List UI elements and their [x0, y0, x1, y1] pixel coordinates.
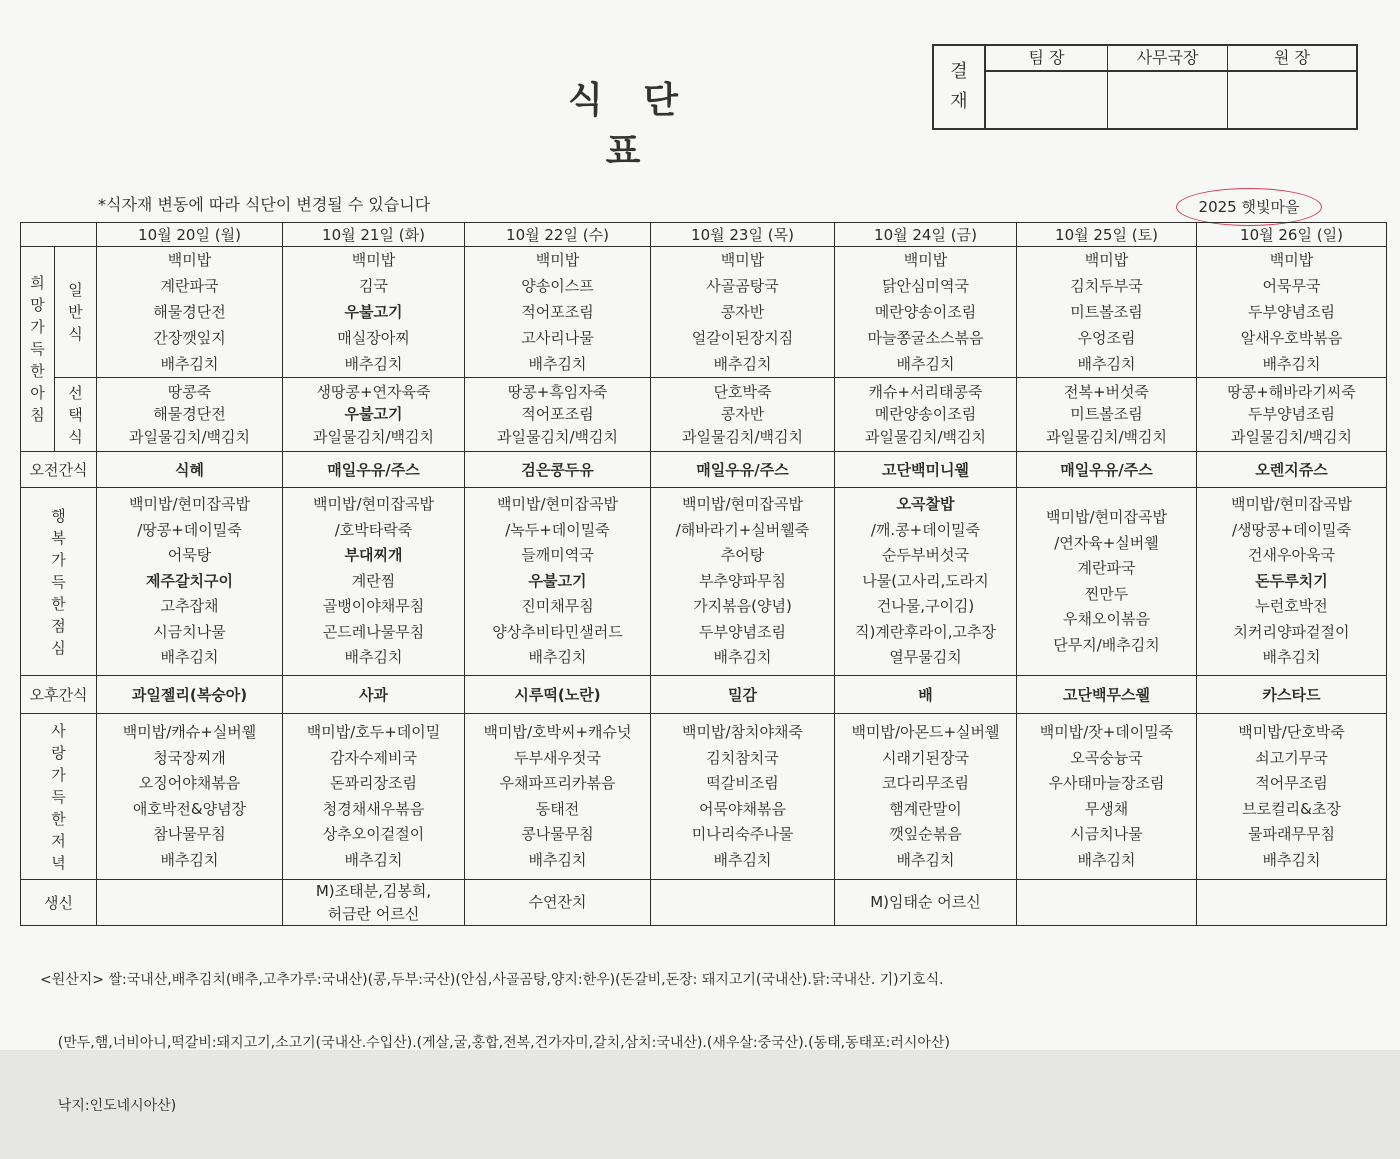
- row-label: [55, 378, 97, 452]
- menu-item: 김국: [359, 277, 388, 295]
- morning-snack-cell: 매일우유/주스: [1017, 452, 1197, 488]
- birthday-cell: [97, 880, 283, 926]
- dinner-cell: [835, 714, 1017, 880]
- approval-label: [934, 46, 986, 128]
- row-label-char: 득: [30, 340, 45, 358]
- birthday-cell: [835, 880, 1017, 926]
- menu-item: 참나물무침: [153, 825, 226, 843]
- menu-item: 콩자반: [720, 405, 765, 424]
- menu-item: 배추김치: [896, 850, 955, 869]
- menu-item: 돈꽈리장조림: [330, 774, 417, 792]
- menu-item: 시래기된장국: [882, 748, 969, 767]
- breakfast-choice-cell: [651, 378, 835, 452]
- approval-header: 원 장: [1228, 46, 1356, 72]
- menu-item: 들깨미역국: [521, 546, 594, 565]
- menu-item: 백미밥/현미잡곡밥: [1231, 495, 1352, 514]
- menu-item: 배추김치: [160, 850, 219, 869]
- menu-item: 건나물,구이김): [876, 597, 975, 616]
- menu-item: 단호박죽: [713, 382, 772, 401]
- menu-item: 단무지/배추김치: [1053, 635, 1160, 654]
- menu-item: 쇠고기무국: [1255, 748, 1328, 767]
- menu-item: 과일물김치/백김치: [682, 427, 803, 446]
- breakfast-regular-cell: [1017, 247, 1197, 378]
- menu-item: 청국장찌개: [153, 748, 226, 767]
- menu-item: 과일물김치/백김치: [1231, 427, 1352, 446]
- menu-item: 얼갈이된장지짐: [691, 329, 794, 347]
- menu-item: 해물경단전: [153, 303, 226, 321]
- menu-item: 동태전: [535, 799, 580, 818]
- menu-item: 우엉조림: [1077, 329, 1136, 347]
- row-label-char: 녁: [51, 853, 66, 872]
- day-header: 10월 20일 (월): [97, 223, 283, 247]
- approval-team-leader: [986, 46, 1108, 128]
- menu-item: 과일물김치/백김치: [129, 427, 250, 446]
- menu-table: [20, 222, 1387, 926]
- menu-item: 햄계란말이: [889, 799, 962, 818]
- menu-item: 간장깻잎지: [153, 329, 226, 347]
- menu-item: /녹두+데이밀죽: [505, 520, 610, 539]
- menu-item: 계란파국: [160, 277, 219, 295]
- menu-item: 수연잔치: [528, 893, 587, 912]
- menu-item: 땅콩+해바라기씨죽: [1227, 382, 1356, 401]
- menu-item: 백미밥/호두+데이밀: [306, 723, 441, 741]
- menu-item: 콩자반: [720, 303, 765, 321]
- lunch-cell: [1197, 488, 1387, 676]
- menu-item: 우채오이볶음: [1063, 610, 1150, 628]
- breakfast-choice-cell: [283, 378, 465, 452]
- menu-item: 배추김치: [1262, 355, 1321, 373]
- approval-label-1: 결: [950, 61, 968, 82]
- dinner-cell: [651, 714, 835, 880]
- day-header: 10월 24일 (금): [835, 223, 1017, 247]
- approval-label-2: 재: [950, 91, 968, 112]
- menu-item: 적어포조림: [521, 405, 594, 424]
- dinner-cell: [1017, 714, 1197, 880]
- menu-item: 백미밥/현미잡곡밥: [313, 495, 434, 514]
- birthday-cell: [1197, 880, 1387, 926]
- afternoon-snack-cell: 배: [835, 676, 1017, 714]
- menu-item: 해물경단전: [153, 405, 226, 424]
- menu-item: 배추김치: [528, 850, 587, 869]
- menu-item: /깨.콩+데이밀죽: [870, 520, 981, 539]
- menu-item: 배추김치: [1077, 355, 1136, 373]
- lunch-cell: [835, 488, 1017, 676]
- day-header: 10월 21일 (화): [283, 223, 465, 247]
- menu-item: 미트볼조림: [1070, 303, 1143, 321]
- menu-item: 배추김치: [713, 355, 772, 373]
- menu-item: 누런호박전: [1255, 597, 1328, 616]
- menu-item: 배추김치: [896, 355, 955, 373]
- menu-item: 매실장아찌: [337, 329, 410, 347]
- breakfast-regular-cell: [1197, 247, 1387, 378]
- afternoon-snack-cell: 사과: [283, 676, 465, 714]
- breakfast-choice-cell: [835, 378, 1017, 452]
- menu-item: 가지볶음(양념): [693, 597, 792, 616]
- menu-item: 배추김치: [160, 355, 219, 373]
- row-label-char: 침: [30, 406, 45, 424]
- menu-item: 사골곰탕국: [706, 277, 779, 295]
- menu-item: M)조태분,김봉희,: [315, 882, 432, 900]
- menu-item: 배추김치: [160, 648, 219, 667]
- birthday-cell: [1017, 880, 1197, 926]
- menu-item: 어묵야채볶음: [699, 799, 786, 818]
- row-label-char: 아: [30, 384, 45, 402]
- menu-item: 애호박전&양념장: [132, 799, 247, 818]
- menu-item: 백미밥/현미잡곡밥: [682, 495, 803, 514]
- menu-item: 우사태마늘장조림: [1048, 774, 1165, 792]
- row-label-char: 복: [51, 528, 66, 547]
- row-label-char: 식: [68, 427, 83, 446]
- menu-item: 백미밥/현미잡곡밥: [1046, 508, 1167, 526]
- origin-line: 낙지:인도네시아산): [40, 1098, 177, 1114]
- morning-snack-cell: 고단백미니웰: [835, 452, 1017, 488]
- origin-line: (만두,햄,너비아니,떡갈비:돼지고기,소고기(국내산.수입산).(게살,굴,홍합,전복,건가자미,갈치,삼치:국내산).(새우살:중국산).(동태,동태포:러시아산): [40, 1035, 950, 1051]
- menu-item: 추어탕: [720, 546, 765, 565]
- morning-snack-cell: 검은콩두유: [465, 452, 651, 488]
- menu-item: 적어포조림: [521, 303, 594, 321]
- breakfast-choice-cell: [97, 378, 283, 452]
- row-label: [21, 247, 55, 452]
- menu-item: 감자수제비국: [330, 748, 417, 767]
- menu-item: 알새우호박볶음: [1240, 329, 1343, 347]
- menu-item: 돈두루치기: [1255, 571, 1328, 590]
- row-label-char: 식: [68, 325, 83, 343]
- menu-item: 적어무조림: [1255, 774, 1328, 792]
- row-label-char: 한: [30, 362, 45, 380]
- breakfast-regular-cell: [97, 247, 283, 378]
- menu-item: 과일물김치/백김치: [1046, 427, 1167, 446]
- menu-item: 치커리양파겉절이: [1233, 622, 1350, 641]
- menu-item: 메란양송이조림: [874, 303, 977, 321]
- menu-item: 메란양송이조림: [874, 405, 977, 424]
- menu-item: 양송이스프: [521, 277, 594, 295]
- row-label-char: 망: [30, 296, 45, 314]
- row-label-char: 반: [68, 303, 83, 321]
- breakfast-choice-cell: [1017, 378, 1197, 452]
- menu-item: 열무물김치: [889, 648, 962, 667]
- menu-item: 우불고기: [344, 405, 403, 424]
- row-label-char: 가: [51, 765, 66, 784]
- afternoon-snack-cell: 시루떡(노란): [465, 676, 651, 714]
- row-label-char: 점: [51, 616, 66, 635]
- menu-item: 마늘쫑굴소스볶음: [867, 329, 984, 347]
- menu-item: 양상추비타민샐러드: [492, 622, 623, 641]
- menu-item: /생땅콩+데이밀죽: [1231, 520, 1352, 539]
- morning-snack-cell: 오렌지쥬스: [1197, 452, 1387, 488]
- day-header: 10월 22일 (수): [465, 223, 651, 247]
- menu-item: 배추김치: [344, 850, 403, 869]
- menu-item: 김치두부국: [1070, 277, 1143, 295]
- menu-item: 배추김치: [1077, 850, 1136, 869]
- menu-item: 제주갈치구이: [146, 571, 233, 590]
- menu-item: 나물(고사리,도라지: [862, 571, 989, 590]
- menu-item: 깻잎순볶음: [889, 825, 962, 843]
- afternoon-snack-cell: 과일젤리(복숭아): [97, 676, 283, 714]
- breakfast-regular-cell: [465, 247, 651, 378]
- birthday-cell: [465, 880, 651, 926]
- lunch-cell: [465, 488, 651, 676]
- menu-item: 허금란 어르신: [327, 904, 420, 923]
- row-label-char: 가: [51, 550, 66, 569]
- menu-item: 백미밥/단호박죽: [1238, 723, 1345, 741]
- page-title: 식 단 표: [567, 80, 693, 172]
- row-label-char: 랑: [51, 743, 66, 762]
- village-name: 2025 햇빛마을: [1176, 188, 1322, 226]
- menu-item: 과일물김치/백김치: [865, 427, 986, 446]
- menu-item: 생땅콩+연자육죽: [316, 382, 431, 401]
- menu-item: 오곡숭늉국: [1070, 748, 1143, 767]
- afternoon-snack-cell: 고단백무스웰: [1017, 676, 1197, 714]
- menu-item: 고추잡채: [160, 597, 219, 616]
- menu-item: 우불고기: [344, 303, 403, 321]
- menu-item: 백미밥: [903, 251, 948, 269]
- approval-header: 팀 장: [986, 46, 1107, 72]
- menu-item: 백미밥/참치야채죽: [682, 723, 803, 741]
- menu-item: 미나리숙주나물: [691, 825, 794, 843]
- row-label: 오전간식: [21, 452, 97, 488]
- dinner-cell: [1197, 714, 1387, 880]
- menu-item: 순두부버섯국: [882, 546, 969, 565]
- menu-item: 땅콩죽: [167, 382, 212, 401]
- menu-item: 고사리나물: [521, 329, 594, 347]
- menu-item: 배추김치: [713, 648, 772, 667]
- row-label-char: 사: [51, 721, 66, 740]
- menu-item: 우불고기: [528, 571, 587, 590]
- menu-item: 찐만두: [1084, 584, 1129, 603]
- row-label-char: 저: [51, 831, 66, 850]
- menu-item: 어묵탕: [167, 546, 212, 565]
- row-label-char: 행: [51, 506, 66, 525]
- origin-info: [40, 928, 950, 1159]
- menu-item: 어묵무국: [1262, 277, 1321, 295]
- dinner-cell: [283, 714, 465, 880]
- menu-item: 두부양념조림: [1248, 303, 1335, 321]
- lunch-cell: [283, 488, 465, 676]
- menu-item: 백미밥/현미잡곡밥: [497, 495, 618, 514]
- menu-item: 계란찜: [351, 571, 396, 590]
- menu-item: 두부양념조림: [1248, 405, 1335, 424]
- menu-item: 백미밥/캐슈+실버웰: [122, 723, 257, 741]
- menu-item: 백미밥/잣+데이밀죽: [1039, 723, 1174, 741]
- breakfast-choice-cell: [465, 378, 651, 452]
- menu-item: 전복+버섯죽: [1063, 382, 1150, 401]
- menu-item: 배추김치: [528, 648, 587, 667]
- menu-item: 땅콩+흑임자죽: [507, 382, 608, 401]
- dinner-cell: [97, 714, 283, 880]
- approval-box: [932, 44, 1358, 130]
- row-label-char: 일: [68, 281, 83, 299]
- menu-item: 백미밥/호박씨+캐슈넛: [483, 723, 632, 741]
- row-label-char: 택: [68, 405, 83, 424]
- approval-director: [1228, 46, 1356, 128]
- row-label-char: 득: [51, 787, 66, 806]
- row-label: 오후간식: [21, 676, 97, 714]
- menu-item: 진미채무침: [521, 597, 594, 616]
- row-label-char: 한: [51, 809, 66, 828]
- menu-item: 백미밥/현미잡곡밥: [129, 495, 250, 514]
- morning-snack-cell: 매일우유/주스: [283, 452, 465, 488]
- row-label-char: 득: [51, 572, 66, 591]
- menu-item: 건새우아욱국: [1248, 546, 1335, 565]
- birthday-cell: [283, 880, 465, 926]
- menu-item: 골뱅이야채무침: [322, 597, 425, 616]
- menu-item: 백미밥: [1269, 251, 1314, 269]
- menu-item: 백미밥: [1084, 251, 1129, 269]
- menu-item: 미트볼조림: [1070, 405, 1143, 424]
- breakfast-regular-cell: [651, 247, 835, 378]
- menu-item: 시금치나물: [1070, 825, 1143, 843]
- lunch-cell: [651, 488, 835, 676]
- menu-item: 콩나물무침: [521, 825, 594, 843]
- menu-item: 코다리무조림: [882, 774, 969, 792]
- menu-item: 캐슈+서리태콩죽: [868, 382, 983, 401]
- menu-item: 배추김치: [713, 850, 772, 869]
- row-label-char: 심: [51, 638, 66, 657]
- menu-item: 두부새우젓국: [514, 748, 601, 767]
- menu-item: 배추김치: [344, 355, 403, 373]
- breakfast-choice-cell: [1197, 378, 1387, 452]
- menu-item: 김치참치국: [706, 748, 779, 767]
- menu-item: 배추김치: [1262, 850, 1321, 869]
- menu-item: /땅콩+데이밀죽: [137, 520, 242, 539]
- lunch-cell: [1017, 488, 1197, 676]
- menu-item: 물파래무무침: [1248, 825, 1335, 843]
- menu-item: 곤드레나물무침: [322, 622, 425, 641]
- day-header: 10월 25일 (토): [1017, 223, 1197, 247]
- menu-item: 부대찌개: [344, 546, 403, 565]
- change-notice: *식자재 변동에 따라 식단이 변경될 수 있습니다: [98, 195, 431, 214]
- day-header: 10월 23일 (목): [651, 223, 835, 247]
- menu-item: 무생채: [1084, 799, 1129, 818]
- row-label-char: 가: [30, 318, 45, 336]
- menu-item: 계란파국: [1077, 559, 1136, 577]
- row-label: [21, 714, 97, 880]
- afternoon-snack-cell: 밀감: [651, 676, 835, 714]
- menu-item: 과일물김치/백김치: [313, 427, 434, 446]
- origin-line: <원산지> 쌀:국내산,배추김치(배추,고추가루:국내산)(콩,두부:국산)(안심,사골곰탕,양지:한우)(돈갈비,돈장: 돼지고기(국내산).닭:국내산. 기)기호식.: [40, 972, 944, 988]
- menu-item: 닭안심미역국: [882, 277, 969, 295]
- menu-item: 배추김치: [344, 648, 403, 667]
- menu-item: /연자육+실버웰: [1054, 533, 1159, 552]
- menu-item: 과일물김치/백김치: [497, 427, 618, 446]
- menu-item: 백미밥: [720, 251, 765, 269]
- menu-item: 오곡찰밥: [896, 495, 955, 514]
- menu-item: 우채파프리카볶음: [499, 774, 616, 792]
- menu-item: /호박타락죽: [334, 520, 413, 539]
- approval-header: 사무국장: [1108, 46, 1227, 72]
- menu-item: 백미밥/아몬드+실버웰: [851, 723, 1000, 741]
- row-label: [55, 247, 97, 378]
- menu-item: 청경채새우볶음: [322, 799, 425, 818]
- menu-item: 직)계란후라이,고추장: [854, 622, 997, 641]
- day-header: 10월 26일 (일): [1197, 223, 1387, 247]
- menu-item: /해바라기+실버웰죽: [675, 520, 810, 539]
- menu-item: 오징어야채볶음: [138, 774, 241, 792]
- menu-item: 배추김치: [528, 355, 587, 373]
- menu-item: M)임태순 어르신: [870, 893, 981, 912]
- corner-cell: [21, 223, 97, 247]
- afternoon-snack-cell: 카스타드: [1197, 676, 1387, 714]
- birthday-cell: [651, 880, 835, 926]
- row-label-char: 한: [51, 594, 66, 613]
- row-label: 생신: [21, 880, 97, 926]
- row-label-char: 선: [68, 383, 83, 402]
- menu-item: 두부양념조림: [699, 622, 786, 641]
- row-label-char: 희: [30, 274, 45, 292]
- dinner-cell: [465, 714, 651, 880]
- menu-item: 브로컬리&초장: [1242, 799, 1341, 818]
- breakfast-regular-cell: [835, 247, 1017, 378]
- menu-item: 배추김치: [1262, 648, 1321, 667]
- menu-item: 부추양파무침: [699, 571, 786, 590]
- menu-item: 시금치나물: [153, 622, 226, 641]
- menu-item: 상추오이겉절이: [322, 825, 425, 843]
- lunch-cell: [97, 488, 283, 676]
- morning-snack-cell: 식혜: [97, 452, 283, 488]
- menu-item: 백미밥: [351, 251, 396, 269]
- breakfast-regular-cell: [283, 247, 465, 378]
- menu-item: 백미밥: [535, 251, 580, 269]
- menu-item: 떡갈비조림: [706, 774, 779, 792]
- approval-secretary: [1108, 46, 1228, 128]
- row-label: [21, 488, 97, 676]
- menu-item: 백미밥: [167, 251, 212, 269]
- morning-snack-cell: 매일우유/주스: [651, 452, 835, 488]
